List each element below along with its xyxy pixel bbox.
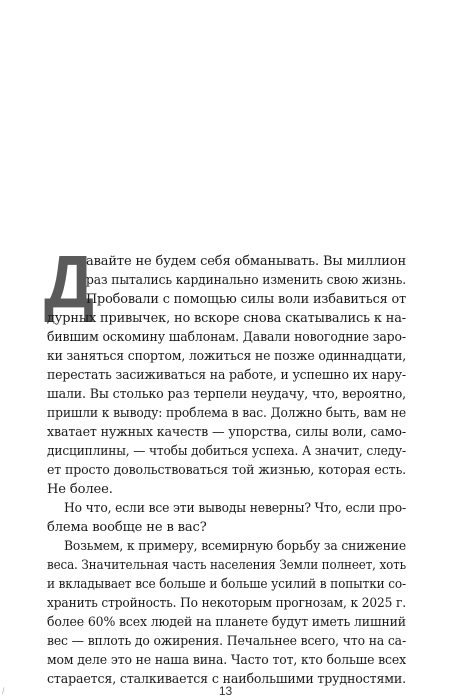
text-line: хватает нужных качеств — упорства, силы воли, само- [47, 425, 406, 440]
text-line: дурных привычек, но вскоре снова скатывались к на- [47, 311, 406, 326]
text-line: Не более. [47, 482, 113, 497]
text-line: дисциплины, — чтобы добиться успеха. А значит, следу- [47, 444, 407, 459]
text-line: более 60% всех людей на планете будут иметь лишний [47, 615, 407, 630]
text-line: блема вообще не в вас? [47, 520, 207, 535]
text-line: и вкладывает все больше и больше усилий в попытки со- [47, 577, 406, 592]
text-line: Но что, если все эти выводы неверны? Что, если про- [64, 501, 407, 516]
text-line: Пробовали с помощью силы воли избавиться от [86, 292, 407, 307]
text-line: ет просто довольствоваться той жизнью, которая есть. [47, 463, 407, 478]
text-line: хранить стройность. По некоторым прогнозам, к 2025 г. [47, 596, 406, 611]
text-line: бившим оскомину шаблонам. Давали новогодние зарo- [47, 330, 406, 345]
drop-cap-letter: Д [44, 240, 95, 323]
text-line: авайте не будем себя обманывать. Вы миллион [86, 254, 407, 269]
text-line: перестать засиживаться на работе, и успешно их нару- [47, 368, 406, 383]
text-line: мом деле это не наша вина. Часто тот, кто больше всех [47, 653, 406, 668]
corner-mark: / [2, 686, 5, 696]
text-line: пришли к выводу: проблема в вас. Должно быть, вам не [47, 406, 407, 421]
text-line: старается, сталкивается с наибольшими трудностями. [47, 672, 407, 687]
text-line: веса. Значительная часть населения Земли полнеет, хоть [47, 558, 407, 573]
text-line: шали. Вы столько раз терпели неудачу, что, вероятно, [47, 387, 407, 402]
text-line: раз пытались кардинально изменить свою жизнь. [86, 273, 407, 288]
text-line: ки заняться спортом, ложиться не позже одиннадцати, [47, 349, 406, 364]
text-line: Возьмем, к примеру, всемирную борьбу за снижение [64, 539, 407, 554]
page-number: 13 [218, 684, 233, 698]
text-line: вес — вплоть до ожирения. Печальнее всего, что на са- [47, 634, 406, 649]
